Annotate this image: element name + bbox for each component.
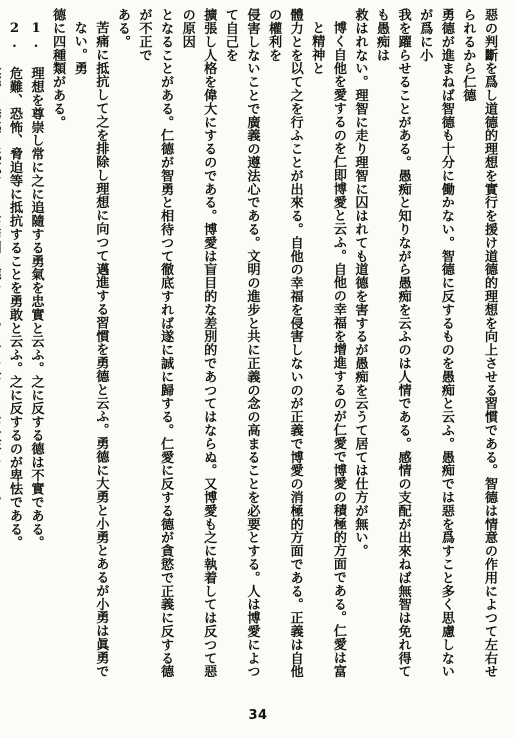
page-number: 34 xyxy=(248,708,268,723)
vertical-text-body xyxy=(6,8,500,690)
list-item-3 xyxy=(0,8,3,690)
paragraph-9: となることがある。仁德が智勇と相待つて徹底すれば遂に誠に歸する。仁愛に反する德が貪慾で正義に反する德が不正で xyxy=(136,8,174,678)
paragraph-1: 惡の判斷を爲し道德的理想を實行を援け道德的理想を向上させる習慣である。智德は情意の作用によつて左右せられるから仁德 xyxy=(460,8,497,678)
paragraph-10: ある。 xyxy=(114,8,130,49)
paragraph-4: 救はれない。理智に走り理智に囚はれても道德を害するが愚痴を云うて居ては仕方が無い。 xyxy=(352,8,368,558)
paragraph-6: 體力とを以て之を行ふことが出來る。自他の幸福を侵害しないのが正義で博愛の消極的方面である。正義は自他の權利を xyxy=(266,8,303,678)
list-item-2: 2. 危難、恐怖、脅迫等に抵抗することを勇敢と云ふ。之に反するのが卑怯である。 xyxy=(6,21,22,550)
paragraph-2: 勇德が進まねば智德も十分に働かない。智德に反するものを愚痴と云ふ。愚痴では惡を爲すこと多く思慮しないが爲に小 xyxy=(417,8,454,678)
paragraph-3: 我を躍らせることがある。愚痴と知りながら愚痴を云ふのは人情である。感情の支配が出來ねば無智は免れ得ても愚痴は xyxy=(374,8,411,678)
paragraph-11: 苦痛に抵抗して之を排除し理想に向つて邁進する習慣を勇德と云ふ。勇德に大勇と小勇とあるが小勇は眞勇でない。勇 xyxy=(71,21,109,678)
paragraph-5: 博く自他を愛するのを仁即博愛と云ふ。自他の幸福を增進するのが仁愛で博愛の積極的方面である。仁愛は富と精神と xyxy=(309,21,346,678)
paragraph-7: 侵害しないことで廣義の遵法心である。文明の進步と共に正義の念の高まることを必要とする。人は博愛によつて自己を xyxy=(222,8,260,678)
paragraph-8: 擴張し人格を偉大にするのである。博愛は盲目的な差別的であつてはならぬ。又博愛も之に執着しては反つて惡の原因 xyxy=(179,8,217,678)
paragraph-12: 德に四種類がある。 xyxy=(50,8,66,129)
list-item-1: 1. 理想を尊崇し常に之に追隨する勇氣を忠實と云ふ。之に反する德は不實である。 xyxy=(28,21,44,550)
